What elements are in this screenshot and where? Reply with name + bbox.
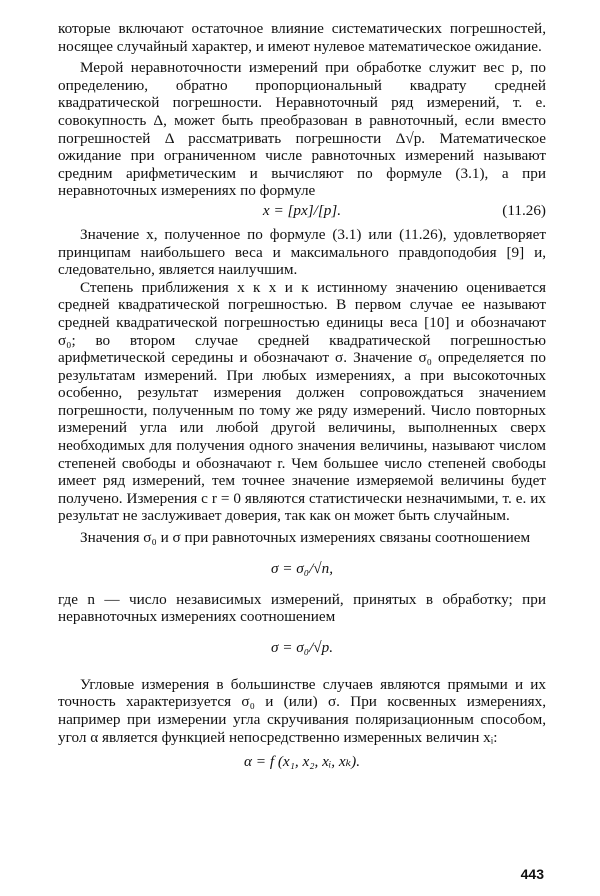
- formula-11-26: [58, 200, 546, 222]
- formula-sigma-equal: σ = σ₀/√n,: [270, 559, 334, 577]
- formula-sigma-unequal: σ = σ₀/√p.: [270, 638, 334, 656]
- formula-11-26-number: (11.26): [502, 201, 546, 219]
- paragraph-4: Степень приближения x к x и к истинному значению оценивается средней квадратической погрешностью. В первом случае ее называют средней квадратической погрешностью единицы веса [10] и обозначают σ₀; во втором случае средней квадратической погрешностью арифметической середины и обозначают σ. Значение σ₀ определяется по результатам измерений. При любых измерениях, а при высокоточных особенно, результат измерения должен сопровождаться значением погрешности, полученным по тому же ряду измерений. Число повторных измерений угла или любой другой величины, выполненных сверх необходимых для получения одного значения величины, называют числом степеней свободы и обозначают r. Чем большее число степеней свободы имеет ряд измерений, тем точнее значение измеряемой величины будет получено. Измерения с r = 0 являются статистически незначимыми, т. е. их результат не заслуживает доверия, так как он может быть случайным.: [58, 278, 546, 525]
- paragraph-1: которые включают остаточное влияние систематических погрешностей, носящее случайный характер, и имеют нулевое математическое ожидание.: [58, 20, 546, 55]
- formula-alpha: α = f (x₁, x₂, xᵢ, xₖ).: [244, 753, 360, 771]
- page-number: 443: [520, 866, 544, 883]
- paragraph-2: Мерой неравноточности измерений при обработке служит вес p, по определению, обратно пропорциональный квадрату средней квадратической погрешности. Неравноточный ряд измерений, т. е. совокупность Δ, может быть преобразован в равноточный, если вместо погрешностей Δ рассматривать погрешности Δ√p. Математическое ожидание при ограниченном числе равноточных измерений называют средним арифметическим и вычисляют по формуле (3.1), а при неравноточных измерениях по формуле: [58, 59, 546, 200]
- paragraph-7: Угловые измерения в большинстве случаев являются прямыми и их точность характеризуется σ₀ и (или) σ. При косвенных измерениях, например при измерении угла скручивания поляризационным способом, угол α является функцией непосредственно измеренных величин xᵢ:: [58, 675, 546, 746]
- paragraph-6: где n — число независимых измерений, принятых в обработку; при неравноточных измерениях соотношением: [58, 590, 546, 626]
- paragraph-3: Значение x, полученное по формуле (3.1) или (11.26), удовлетворяет принципам наибольшего веса и максимального правдоподобия [9] и, следовательно, является наилучшим.: [58, 225, 546, 279]
- paragraph-5: Значения σ₀ и σ при равноточных измерениях связаны соотношением: [80, 529, 531, 547]
- formula-11-26-expression: x = [px]/[p].: [262, 201, 342, 219]
